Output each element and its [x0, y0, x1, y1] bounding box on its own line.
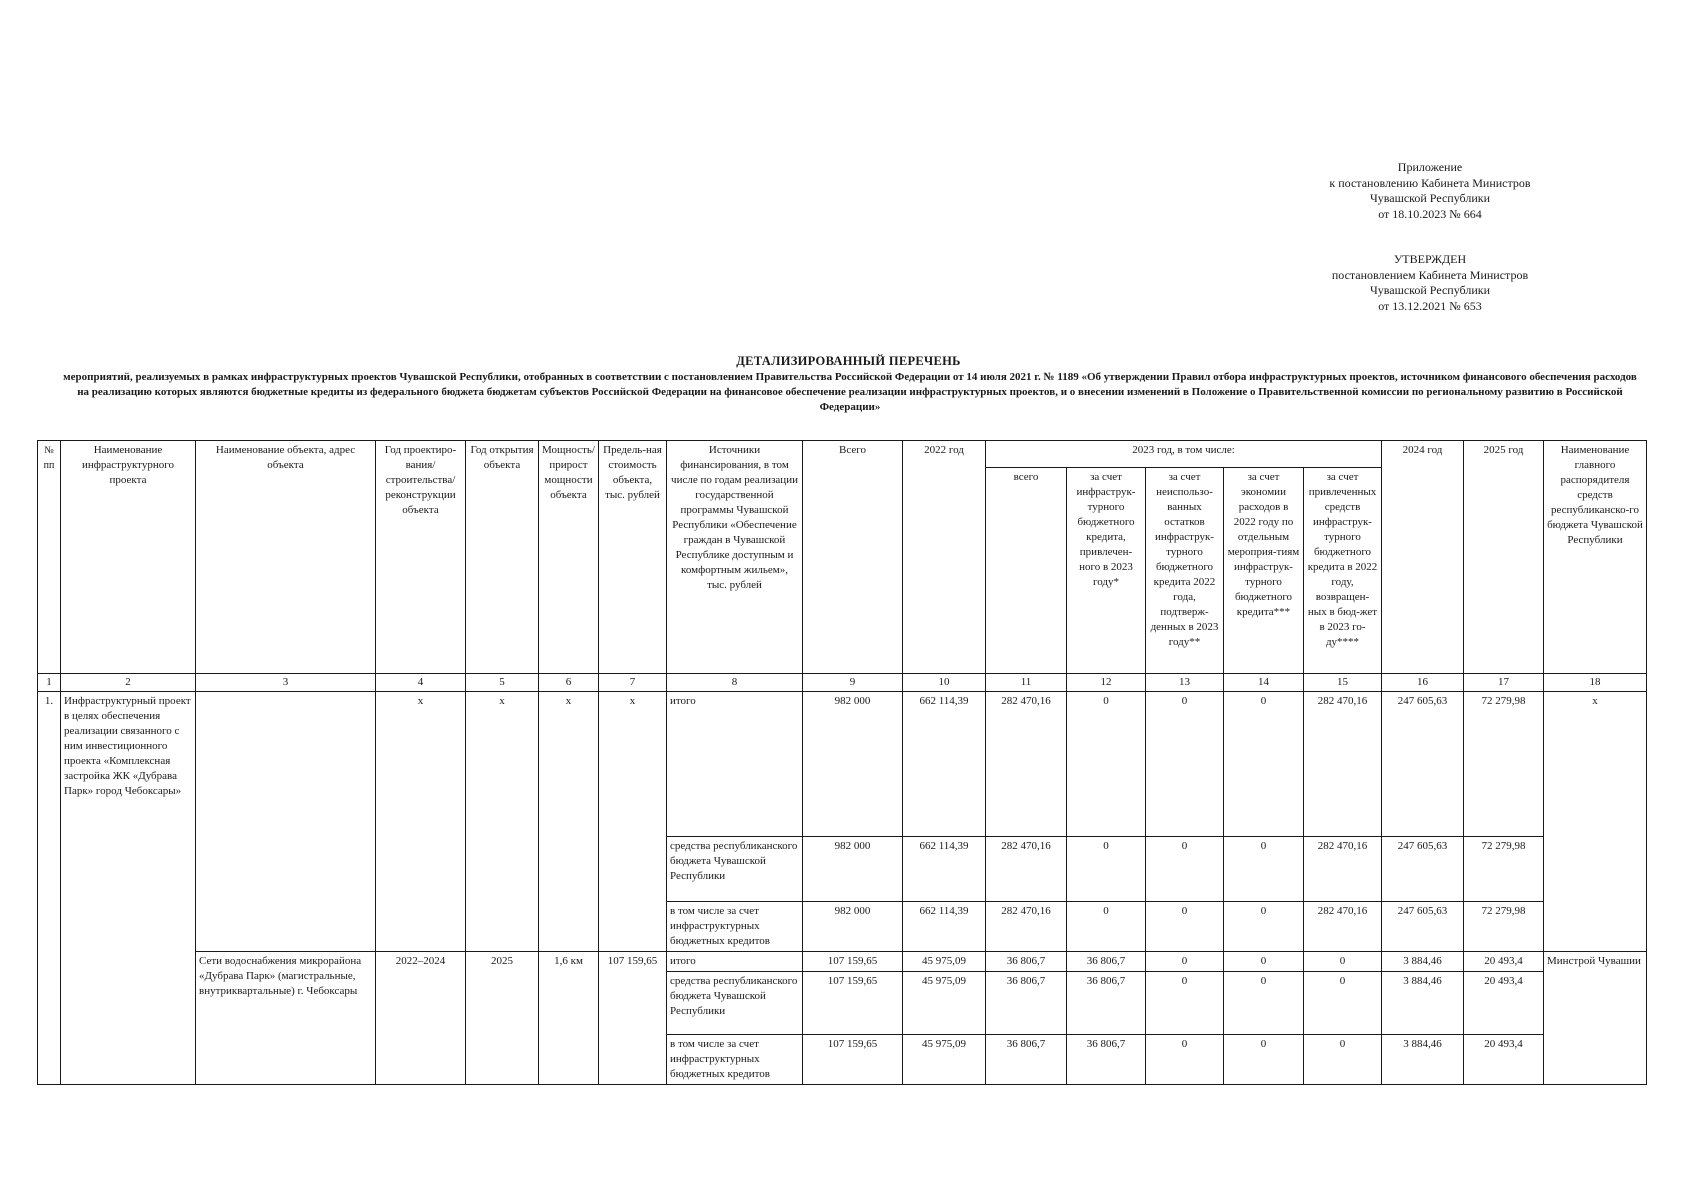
- appendix-line-2: к постановлению Кабинета Министров: [1329, 175, 1531, 190]
- header-col-18: Наименование главного распорядителя средств республиканско-го бюджета Чувашской Республики: [1544, 441, 1647, 674]
- value-total: 107 159,65: [803, 972, 903, 1035]
- value-2023-col12: 36 806,7: [1067, 1035, 1146, 1085]
- value-2024: 247 605,63: [1382, 902, 1464, 952]
- value-2025: 20 493,4: [1464, 952, 1544, 972]
- project-object-cell: [196, 692, 376, 952]
- object-name: Сети водоснабжения микрорайона «Дубрава Парк» (магистральные, внутриквартальные) г. Чебоксары: [196, 952, 376, 1085]
- source-label: средства республиканского бюджета Чувашской Республики: [667, 837, 803, 902]
- header-col-2: Наименование инфраструктурного проекта: [61, 441, 196, 674]
- col-number: 15: [1304, 674, 1382, 692]
- header-col-6: Мощность/ прирост мощности объекта: [539, 441, 599, 674]
- object-year-open: 2025: [466, 952, 539, 1085]
- value-2023-total: 282 470,16: [986, 837, 1067, 902]
- value-total: 107 159,65: [803, 1035, 903, 1085]
- header-col-3: Наименование объекта, адрес объекта: [196, 441, 376, 674]
- column-number-row: [38, 674, 1647, 692]
- approval-block: [1300, 252, 1560, 314]
- header-row-top: [38, 441, 1647, 468]
- col-number: 4: [376, 674, 466, 692]
- source-label: итого: [667, 952, 803, 972]
- object-year-design: 2022–2024: [376, 952, 466, 1085]
- approval-line-3: Чувашской Республики: [1369, 283, 1491, 297]
- col-number: 7: [599, 674, 667, 692]
- header-col-11: всего: [986, 468, 1067, 674]
- header-2023-group: 2023 год, в том числе:: [986, 441, 1382, 468]
- value-2023-col14: 0: [1224, 1035, 1304, 1085]
- project-name: Инфраструктурный проект в целях обеспечения реализации связанного с ним инвестиционного проекта «Комплексная застройка ЖК «Дубрава Парк» город Чебоксары»: [61, 692, 196, 1085]
- value-2023-col15: 0: [1304, 952, 1382, 972]
- value-2023-col13: 0: [1146, 837, 1224, 902]
- col-number: 1: [38, 674, 61, 692]
- value-2023-total: 36 806,7: [986, 952, 1067, 972]
- project-capacity: х: [539, 692, 599, 952]
- header-col-8: Источники финансирования, в том числе по годам реализации государственной программы Чувашской Республики «Обеспечение граждан в Чувашской Республике доступным и комфортным жильем», тыс. рублей: [667, 441, 803, 674]
- value-2023-total: 282 470,16: [986, 902, 1067, 952]
- col-number: 6: [539, 674, 599, 692]
- project-year-open: х: [466, 692, 539, 952]
- value-2023-col12: 0: [1067, 837, 1146, 902]
- project-year-design: х: [376, 692, 466, 952]
- value-2023-col15: 282 470,16: [1304, 902, 1382, 952]
- value-2023-col14: 0: [1224, 952, 1304, 972]
- header-col-17: 2025 год: [1464, 441, 1544, 674]
- value-2024: 247 605,63: [1382, 692, 1464, 837]
- value-2023-total: 282 470,16: [986, 692, 1067, 837]
- value-2023-col13: 0: [1146, 1035, 1224, 1085]
- value-total: 982 000: [803, 692, 903, 837]
- value-2022: 45 975,09: [903, 972, 986, 1035]
- project-number: 1.: [38, 692, 61, 1085]
- source-label: в том числе за счет инфраструктурных бюджетных кредитов: [667, 902, 803, 952]
- value-2023-col12: 0: [1067, 902, 1146, 952]
- value-2024: 247 605,63: [1382, 837, 1464, 902]
- value-2025: 72 279,98: [1464, 692, 1544, 837]
- value-2024: 3 884,46: [1382, 1035, 1464, 1085]
- project-max-cost: х: [599, 692, 667, 952]
- document-title: ДЕТАЛИЗИРОВАННЫЙ ПЕРЕЧЕНЬ: [736, 354, 961, 368]
- value-2022: 662 114,39: [903, 837, 986, 902]
- value-2022: 662 114,39: [903, 692, 986, 837]
- value-2023-col13: 0: [1146, 972, 1224, 1035]
- project-manager: х: [1544, 692, 1647, 952]
- value-2023-col14: 0: [1224, 972, 1304, 1035]
- col-number: 5: [466, 674, 539, 692]
- source-label: средства республиканского бюджета Чувашской Республики: [667, 972, 803, 1035]
- object-row-total: [38, 952, 1647, 972]
- appendix-line-3: Чувашской Республики: [1369, 191, 1491, 205]
- value-2023-col13: 0: [1146, 692, 1224, 837]
- value-2024: 3 884,46: [1382, 972, 1464, 1035]
- value-2023-col15: 0: [1304, 972, 1382, 1035]
- value-2023-col15: 0: [1304, 1035, 1382, 1085]
- value-2023-col14: 0: [1224, 902, 1304, 952]
- approval-line-1: УТВЕРЖДЕН: [1393, 252, 1467, 266]
- value-2022: 45 975,09: [903, 952, 986, 972]
- value-total: 107 159,65: [803, 952, 903, 972]
- value-2023-col14: 0: [1224, 837, 1304, 902]
- col-number: 16: [1382, 674, 1464, 692]
- col-number: 17: [1464, 674, 1544, 692]
- col-number: 13: [1146, 674, 1224, 692]
- value-2023-total: 36 806,7: [986, 1035, 1067, 1085]
- header-col-4: Год проектиро-вания/ строительства/ реконструкции объекта: [376, 441, 466, 674]
- value-2023-col15: 282 470,16: [1304, 837, 1382, 902]
- approval-line-4: от 13.12.2021 № 653: [1378, 298, 1482, 313]
- object-capacity: 1,6 км: [539, 952, 599, 1085]
- value-2023-col12: 36 806,7: [1067, 972, 1146, 1035]
- value-2025: 20 493,4: [1464, 1035, 1544, 1085]
- col-number: 18: [1544, 674, 1647, 692]
- col-number: 14: [1224, 674, 1304, 692]
- col-number: 2: [61, 674, 196, 692]
- appendix-line-4: от 18.10.2023 № 664: [1378, 206, 1482, 221]
- value-2024: 3 884,46: [1382, 952, 1464, 972]
- value-2022: 45 975,09: [903, 1035, 986, 1085]
- header-col-15: за счет привлеченных средств инфраструк-турного бюджетного кредита в 2022 году, возвращен-ных в бюд-жет в 2023 го-ду****: [1304, 468, 1382, 674]
- col-number: 12: [1067, 674, 1146, 692]
- value-2023-col14: 0: [1224, 692, 1304, 837]
- col-number: 11: [986, 674, 1067, 692]
- value-total: 982 000: [803, 837, 903, 902]
- value-2025: 72 279,98: [1464, 837, 1544, 902]
- project-row-total: [38, 692, 1647, 837]
- value-2023-col15: 282 470,16: [1304, 692, 1382, 837]
- value-2023-total: 36 806,7: [986, 972, 1067, 1035]
- object-max-cost: 107 159,65: [599, 952, 667, 1085]
- header-col-9: Всего: [803, 441, 903, 674]
- col-number: 10: [903, 674, 986, 692]
- col-number: 9: [803, 674, 903, 692]
- header-col-12: за счет инфраструк-турного бюджетного кредита, привлечен-ного в 2023 году*: [1067, 468, 1146, 674]
- appendix-block: [1300, 160, 1560, 222]
- col-number: 8: [667, 674, 803, 692]
- source-label: в том числе за счет инфраструктурных бюджетных кредитов: [667, 1035, 803, 1085]
- header-col-7: Предель-ная стоимость объекта, тыс. рублей: [599, 441, 667, 674]
- value-2025: 72 279,98: [1464, 902, 1544, 952]
- value-total: 982 000: [803, 902, 903, 952]
- source-label: итого: [667, 692, 803, 837]
- approval-line-2: постановлением Кабинета Министров: [1331, 267, 1529, 282]
- header-col-14: за счет экономии расходов в 2022 году по отдельным мероприя-тиям инфраструк-турного бюджетного кредита***: [1224, 468, 1304, 674]
- value-2025: 20 493,4: [1464, 972, 1544, 1035]
- financing-table: [37, 440, 1647, 1085]
- appendix-line-1: Приложение: [1397, 160, 1463, 174]
- document-subtitle: мероприятий, реализуемых в рамках инфраструктурных проектов Чувашской Республики, отобранных в соответствии с постановлением Правительства Российской Федерации от 14 июля 2021 г. № 1189 «Об утверждении Правил отбора инфраструктурных проектов, источником финансового обеспечения расходов на реализацию которых являются бюджетные кредиты из федерального бюджета бюджетам субъектов Российской Федерации на финансовое обеспечение реализации инфраструктурных проектов, и о внесении изменений в Положение о Правительственной комиссии по региональному развитию в Российской Федерации»: [63, 371, 1637, 413]
- object-manager: Минстрой Чувашии: [1544, 952, 1647, 1085]
- header-col-16: 2024 год: [1382, 441, 1464, 674]
- header-col-10: 2022 год: [903, 441, 986, 674]
- value-2023-col12: 36 806,7: [1067, 952, 1146, 972]
- header-col-1: № пп: [38, 441, 61, 674]
- header-col-5: Год открытия объекта: [466, 441, 539, 674]
- col-number: 3: [196, 674, 376, 692]
- value-2023-col13: 0: [1146, 902, 1224, 952]
- value-2023-col12: 0: [1067, 692, 1146, 837]
- value-2022: 662 114,39: [903, 902, 986, 952]
- header-col-13: за счет неиспользо-ванных остатков инфраструк-турного бюджетного кредита 2022 года, подтверж-денных в 2023 году**: [1146, 468, 1224, 674]
- value-2023-col13: 0: [1146, 952, 1224, 972]
